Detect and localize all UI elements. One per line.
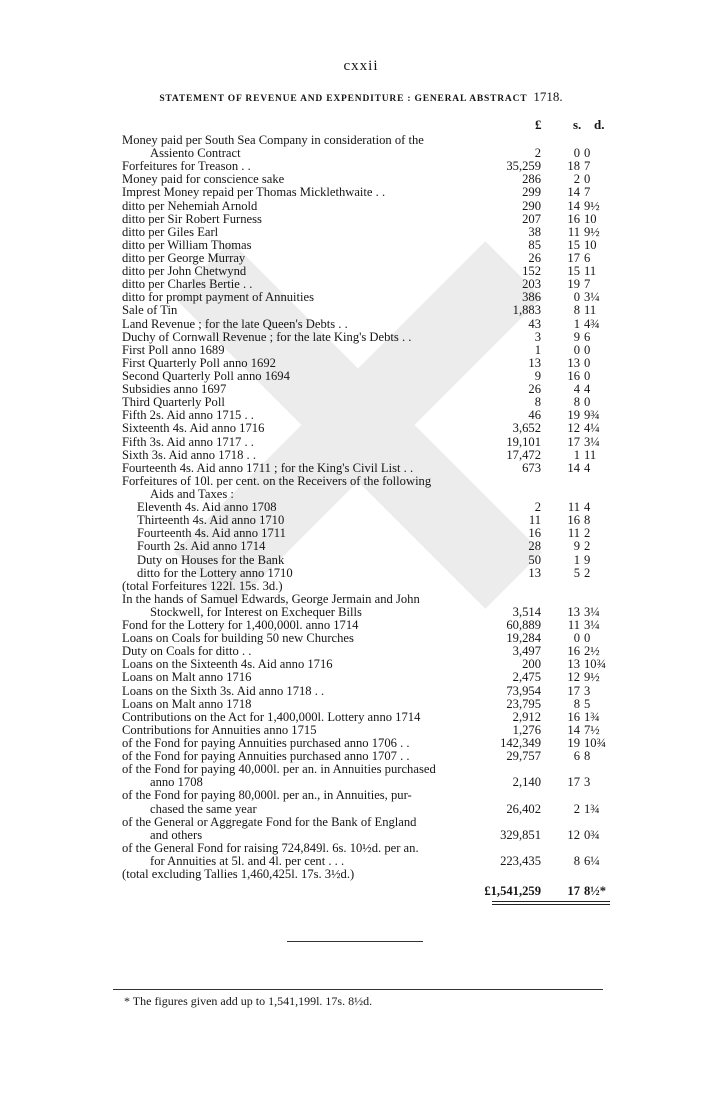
row-description: ditto for the Lottery anno 1710 [137, 565, 293, 580]
shillings-value: 12 [567, 670, 580, 685]
row-description: Fond for the Lottery for 1,400,000l. anno 1714 [122, 618, 359, 633]
row-description: Contributions on the Act for 1,400,000l. Lottery anno 1714 [122, 709, 421, 724]
ledger-row [0, 711, 722, 724]
pence-value: 4¾ [584, 316, 600, 331]
pence-value: 0 [584, 631, 591, 646]
total-rule-lower [492, 904, 610, 905]
ledger-row [0, 449, 722, 462]
pence-value: 6 [584, 250, 591, 265]
ledger-row [0, 331, 722, 344]
shillings-value: 14 [567, 198, 580, 213]
row-description: Loans on Coals for building 50 new Churches [122, 631, 354, 646]
shillings-value: 14 [567, 185, 580, 200]
ledger-row [0, 868, 722, 881]
pounds-value: 26,402 [506, 801, 541, 816]
ledger-row [0, 527, 722, 540]
row-description: for Annuities at 5l. and 4l. per cent . . . [150, 854, 345, 869]
pounds-value: 8 [534, 395, 541, 410]
row-description: ditto per Sir Robert Furness [122, 211, 262, 226]
pounds-value: 200 [522, 657, 541, 672]
shillings-value: 11 [567, 526, 580, 541]
ledger-row [0, 671, 722, 684]
shillings-value: 6 [573, 749, 580, 764]
pence-value: 7 [584, 159, 591, 174]
shillings-value: 8 [573, 854, 580, 869]
pence-value: 8½* [584, 884, 607, 899]
pence-value: 2 [584, 539, 591, 554]
pence-value: 11 [584, 264, 597, 279]
shillings-value: 12 [567, 421, 580, 436]
footnote: * The figures given add up to 1,541,199l. 17s. 8½d. [124, 994, 373, 1008]
ledger-row [0, 580, 722, 593]
shillings-value: 14 [567, 460, 580, 475]
row-description: ditto per George Murray [122, 250, 246, 265]
shillings-value: 14 [567, 722, 580, 737]
pounds-value: 386 [522, 290, 541, 305]
row-description: Assiento Contract [150, 146, 241, 161]
row-description: Fourteenth 4s. Aid anno 1711 [137, 526, 286, 541]
pence-value: 0¾ [584, 827, 600, 842]
pence-value: 10¾ [584, 736, 607, 751]
ledger-row [0, 370, 722, 383]
ledger-row [0, 213, 722, 226]
ledger-row [0, 278, 722, 291]
pence-value: 6 [584, 329, 591, 344]
pounds-value: 2 [534, 500, 541, 515]
pence-value: 10¾ [584, 657, 607, 672]
row-description: ditto per Charles Bertie . . [122, 277, 253, 292]
shillings-value: 17 [567, 683, 580, 698]
row-description: Land Revenue ; for the late Queen's Debts . . [122, 316, 348, 331]
ledger-row [0, 239, 722, 252]
ledger-row [0, 685, 722, 698]
row-description: Loans on Malt anno 1718 [122, 696, 252, 711]
pence-value: 7 [584, 185, 591, 200]
pounds-value: 203 [522, 277, 541, 292]
ledger-row [0, 763, 722, 776]
row-description: Aids and Taxes : [150, 486, 234, 501]
shillings-value: 9 [573, 539, 580, 554]
pounds-value: 329,851 [500, 827, 541, 842]
ledger-row [0, 318, 722, 331]
pounds-value: 3,497 [512, 644, 541, 659]
pence-value: 2½ [584, 644, 600, 659]
ledger-row [0, 200, 722, 213]
shillings-value: 1 [573, 447, 580, 462]
total-row [0, 885, 722, 898]
pounds-value: 1 [534, 342, 541, 357]
shillings-value: 11 [567, 224, 580, 239]
shillings-value: 16 [567, 513, 580, 528]
pounds-value: 2 [534, 146, 541, 161]
shillings-value: 0 [573, 342, 580, 357]
ledger-row [0, 304, 722, 317]
pounds-value: 299 [522, 185, 541, 200]
pounds-value: 19,101 [506, 434, 541, 449]
row-description: ditto per John Chetwynd [122, 264, 247, 279]
pounds-value: 16 [528, 526, 541, 541]
ledger-row [0, 789, 722, 802]
pence-heading: d. [594, 117, 605, 132]
row-description: Fifth 3s. Aid anno 1717 . . [122, 434, 254, 449]
shillings-value: 17 [567, 884, 580, 899]
pounds-heading: £ [535, 117, 542, 132]
shillings-value: 8 [573, 303, 580, 318]
shillings-value: 1 [573, 316, 580, 331]
ledger-row [0, 619, 722, 632]
row-description: Loans on Malt anno 1716 [122, 670, 252, 685]
pence-value: 5 [584, 696, 591, 711]
pounds-value: 2,140 [512, 775, 541, 790]
pence-value: 4 [584, 460, 591, 475]
row-description: First Quarterly Poll anno 1692 [122, 355, 276, 370]
row-description: of the Fond for paying 40,000l. per an. in Annuities purchased [122, 762, 436, 777]
ledger-row [0, 593, 722, 606]
pence-value: 3¼ [584, 604, 600, 619]
row-description: Fourteenth 4s. Aid anno 1711 ; for the King's Civil List . . [122, 460, 414, 475]
ledger-row [0, 803, 722, 816]
shillings-value: 16 [567, 368, 580, 383]
pence-value: 8 [584, 513, 591, 528]
pounds-value: 23,795 [506, 696, 541, 711]
ledger-row [0, 501, 722, 514]
pounds-value: 3,652 [512, 421, 541, 436]
shillings-value: 12 [567, 827, 580, 842]
running-title-year: 1718. [533, 89, 563, 104]
shillings-value: 19 [567, 277, 580, 292]
pence-value: 4 [584, 382, 591, 397]
row-description: Forfeitures for Treason . . [122, 159, 251, 174]
shillings-value: 9 [573, 329, 580, 344]
pence-value: 0 [584, 395, 591, 410]
pounds-value: 26 [528, 382, 541, 397]
shillings-value: 15 [567, 264, 580, 279]
row-description: of the Fond for paying Annuities purchased anno 1706 . . [122, 736, 410, 751]
pounds-value: 2,475 [512, 670, 541, 685]
row-description: Eleventh 4s. Aid anno 1708 [137, 500, 277, 515]
shillings-value: 16 [567, 644, 580, 659]
row-description: Duty on Coals for ditto . . [122, 644, 252, 659]
pence-value: 3 [584, 775, 591, 790]
ledger-row [0, 422, 722, 435]
shillings-value: 0 [573, 146, 580, 161]
pounds-value: 35,259 [506, 159, 541, 174]
pence-value: 9½ [584, 670, 600, 685]
shillings-value: 19 [567, 736, 580, 751]
pence-value: 1¾ [584, 709, 600, 724]
ledger-row [0, 488, 722, 501]
shillings-value: 1 [573, 552, 580, 567]
shillings-value: 17 [567, 775, 580, 790]
ledger-row [0, 567, 722, 580]
ledger-row [0, 658, 722, 671]
ledger-row [0, 252, 722, 265]
row-description: Third Quarterly Poll [122, 395, 225, 410]
ledger-row [0, 291, 722, 304]
row-description: Loans on the Sixth 3s. Aid anno 1718 . . [122, 683, 325, 698]
pounds-value: 142,349 [500, 736, 541, 751]
row-description: Subsidies anno 1697 [122, 382, 227, 397]
row-description: (total excluding Tallies 1,460,425l. 17s. 3½d.) [122, 867, 355, 882]
pounds-value: £1,541,259 [484, 884, 541, 899]
row-description: (total Forfeitures 122l. 15s. 3d.) [122, 578, 283, 593]
pounds-value: 13 [528, 355, 541, 370]
shillings-value: 13 [567, 355, 580, 370]
shillings-value: 16 [567, 709, 580, 724]
pence-value: 10 [584, 237, 597, 252]
pounds-value: 50 [528, 552, 541, 567]
pence-value: 0 [584, 172, 591, 187]
row-description: of the Fond for paying Annuities purchased anno 1707 . . [122, 749, 410, 764]
pounds-value: 286 [522, 172, 541, 187]
ledger-row [0, 554, 722, 567]
ledger-row [0, 134, 722, 147]
row-description: Imprest Money repaid per Thomas Micklethwaite . . [122, 185, 386, 200]
pence-value: 0 [584, 342, 591, 357]
row-description: Sixth 3s. Aid anno 1718 . . [122, 447, 256, 462]
pence-value: 10 [584, 211, 597, 226]
ledger-row [0, 357, 722, 370]
row-description: ditto per William Thomas [122, 237, 252, 252]
ledger-row [0, 186, 722, 199]
row-description: Fifth 2s. Aid anno 1715 . . [122, 408, 254, 423]
pence-value: 3¼ [584, 618, 600, 633]
pence-value: 6¼ [584, 854, 600, 869]
ledger-row [0, 475, 722, 488]
pounds-value: 38 [528, 224, 541, 239]
row-description: of the General Fond for raising 724,849l. 6s. 10½d. per an. [122, 840, 419, 855]
row-description: of the Fond for paying 80,000l. per an., in Annuities, pur- [122, 788, 412, 803]
pounds-value: 290 [522, 198, 541, 213]
row-description: of the General or Aggregate Fond for the Bank of England [122, 814, 417, 829]
shillings-value: 4 [573, 382, 580, 397]
pence-value: 9½ [584, 198, 600, 213]
row-description: First Poll anno 1689 [122, 342, 225, 357]
row-description: Thirteenth 4s. Aid anno 1710 [137, 513, 285, 528]
pence-value: 1¾ [584, 801, 600, 816]
pounds-value: 207 [522, 211, 541, 226]
shillings-value: 17 [567, 250, 580, 265]
pounds-value: 11 [528, 513, 541, 528]
pence-value: 11 [584, 447, 597, 462]
shillings-value: 16 [567, 211, 580, 226]
shillings-value: 13 [567, 657, 580, 672]
running-title-text: STATEMENT OF REVENUE AND EXPENDITURE : GENERAL ABSTRACT [159, 94, 528, 104]
row-description: ditto for prompt payment of Annuities [122, 290, 315, 305]
pounds-value: 29,757 [506, 749, 541, 764]
ledger-row [0, 540, 722, 553]
pence-value: 11 [584, 303, 597, 318]
ledger-row [0, 436, 722, 449]
pounds-value: 2,912 [512, 709, 541, 724]
pounds-value: 3 [534, 329, 541, 344]
pounds-value: 152 [522, 264, 541, 279]
ledger-row [0, 855, 722, 868]
pounds-value: 46 [528, 408, 541, 423]
shillings-value: 0 [573, 290, 580, 305]
total-rule-upper [492, 901, 610, 902]
row-description: Stockwell, for Interest on Exchequer Bills [150, 604, 362, 619]
pence-value: 7½ [584, 722, 600, 737]
ledger-row [0, 226, 722, 239]
pounds-value: 17,472 [506, 447, 541, 462]
pence-value: 7 [584, 277, 591, 292]
ledger-row [0, 409, 722, 422]
pence-value: 0 [584, 368, 591, 383]
row-description: Duchy of Cornwall Revenue ; for the late King's Debts . . [122, 329, 412, 344]
ledger-row [0, 816, 722, 829]
pounds-value: 60,889 [506, 618, 541, 633]
ledger-row [0, 160, 722, 173]
pounds-value: 9 [534, 368, 541, 383]
shillings-value: 11 [567, 618, 580, 633]
pounds-value: 1,276 [512, 722, 541, 737]
row-description: Money paid for conscience sake [122, 172, 285, 187]
ledger-row [0, 514, 722, 527]
shillings-heading: s. [573, 117, 582, 132]
pence-value: 9 [584, 552, 591, 567]
shillings-value: 0 [573, 631, 580, 646]
row-description: anno 1708 [150, 775, 203, 790]
pence-value: 9½ [584, 224, 600, 239]
shillings-value: 8 [573, 395, 580, 410]
footnote-rule [113, 989, 603, 990]
pounds-value: 1,883 [512, 303, 541, 318]
ledger-row [0, 632, 722, 645]
shillings-value: 17 [567, 434, 580, 449]
ledger-row [0, 147, 722, 160]
ledger-row [0, 606, 722, 619]
shillings-value: 19 [567, 408, 580, 423]
shillings-value: 11 [567, 500, 580, 515]
ledger-row [0, 462, 722, 475]
pence-value: 0 [584, 355, 591, 370]
ledger-table [0, 134, 722, 898]
shillings-value: 2 [573, 172, 580, 187]
row-description: and others [150, 827, 203, 842]
row-description: Forfeitures of 10l. per cent. on the Receivers of the following [122, 473, 432, 488]
pence-value: 8 [584, 749, 591, 764]
row-description: Fourth 2s. Aid anno 1714 [137, 539, 266, 554]
pounds-value: 73,954 [506, 683, 541, 698]
pounds-value: 223,435 [500, 854, 541, 869]
pence-value: 0 [584, 146, 591, 161]
row-description: Duty on Houses for the Bank [137, 552, 285, 567]
row-description: Contributions for Annuities anno 1715 [122, 722, 317, 737]
ledger-row [0, 265, 722, 278]
row-description: chased the same year [150, 801, 257, 816]
pence-value: 4¼ [584, 421, 600, 436]
pounds-value: 43 [528, 316, 541, 331]
row-description: ditto per Giles Earl [122, 224, 219, 239]
row-description: Loans on the Sixteenth 4s. Aid anno 1716 [122, 657, 333, 672]
pounds-value: 28 [528, 539, 541, 554]
shillings-value: 15 [567, 237, 580, 252]
pence-value: 4 [584, 500, 591, 515]
pence-value: 2 [584, 565, 591, 580]
shillings-value: 2 [573, 801, 580, 816]
row-description: ditto per Nehemiah Arnold [122, 198, 258, 213]
pounds-value: 673 [522, 460, 541, 475]
pence-value: 3¼ [584, 434, 600, 449]
shillings-value: 13 [567, 604, 580, 619]
section-rule [287, 941, 423, 942]
row-description: Money paid per South Sea Company in consideration of the [122, 133, 424, 147]
row-description: In the hands of Samuel Edwards, George Jermain and John [122, 591, 420, 606]
pence-value: 3 [584, 683, 591, 698]
shillings-value: 18 [567, 159, 580, 174]
shillings-value: 5 [573, 565, 580, 580]
running-title [0, 89, 722, 105]
row-description: Sixteenth 4s. Aid anno 1716 [122, 421, 265, 436]
shillings-value: 8 [573, 696, 580, 711]
row-description: Sale of Tin [122, 303, 178, 318]
column-headings [523, 117, 605, 133]
pence-value: 9¾ [584, 408, 600, 423]
pounds-value: 13 [528, 565, 541, 580]
pounds-value: 85 [528, 237, 541, 252]
ledger-row [0, 698, 722, 711]
pounds-value: 19,284 [506, 631, 541, 646]
ledger-row [0, 645, 722, 658]
pence-value: 3¼ [584, 290, 600, 305]
pence-value: 2 [584, 526, 591, 541]
row-description: Second Quarterly Poll anno 1694 [122, 368, 290, 383]
pounds-value: 3,514 [512, 604, 541, 619]
page-number: cxxii [343, 58, 379, 74]
ledger-row [0, 829, 722, 842]
pounds-value: 26 [528, 250, 541, 265]
ledger-row [0, 396, 722, 409]
ledger-row [0, 383, 722, 396]
ledger-row [0, 344, 722, 357]
ledger-row [0, 842, 722, 855]
